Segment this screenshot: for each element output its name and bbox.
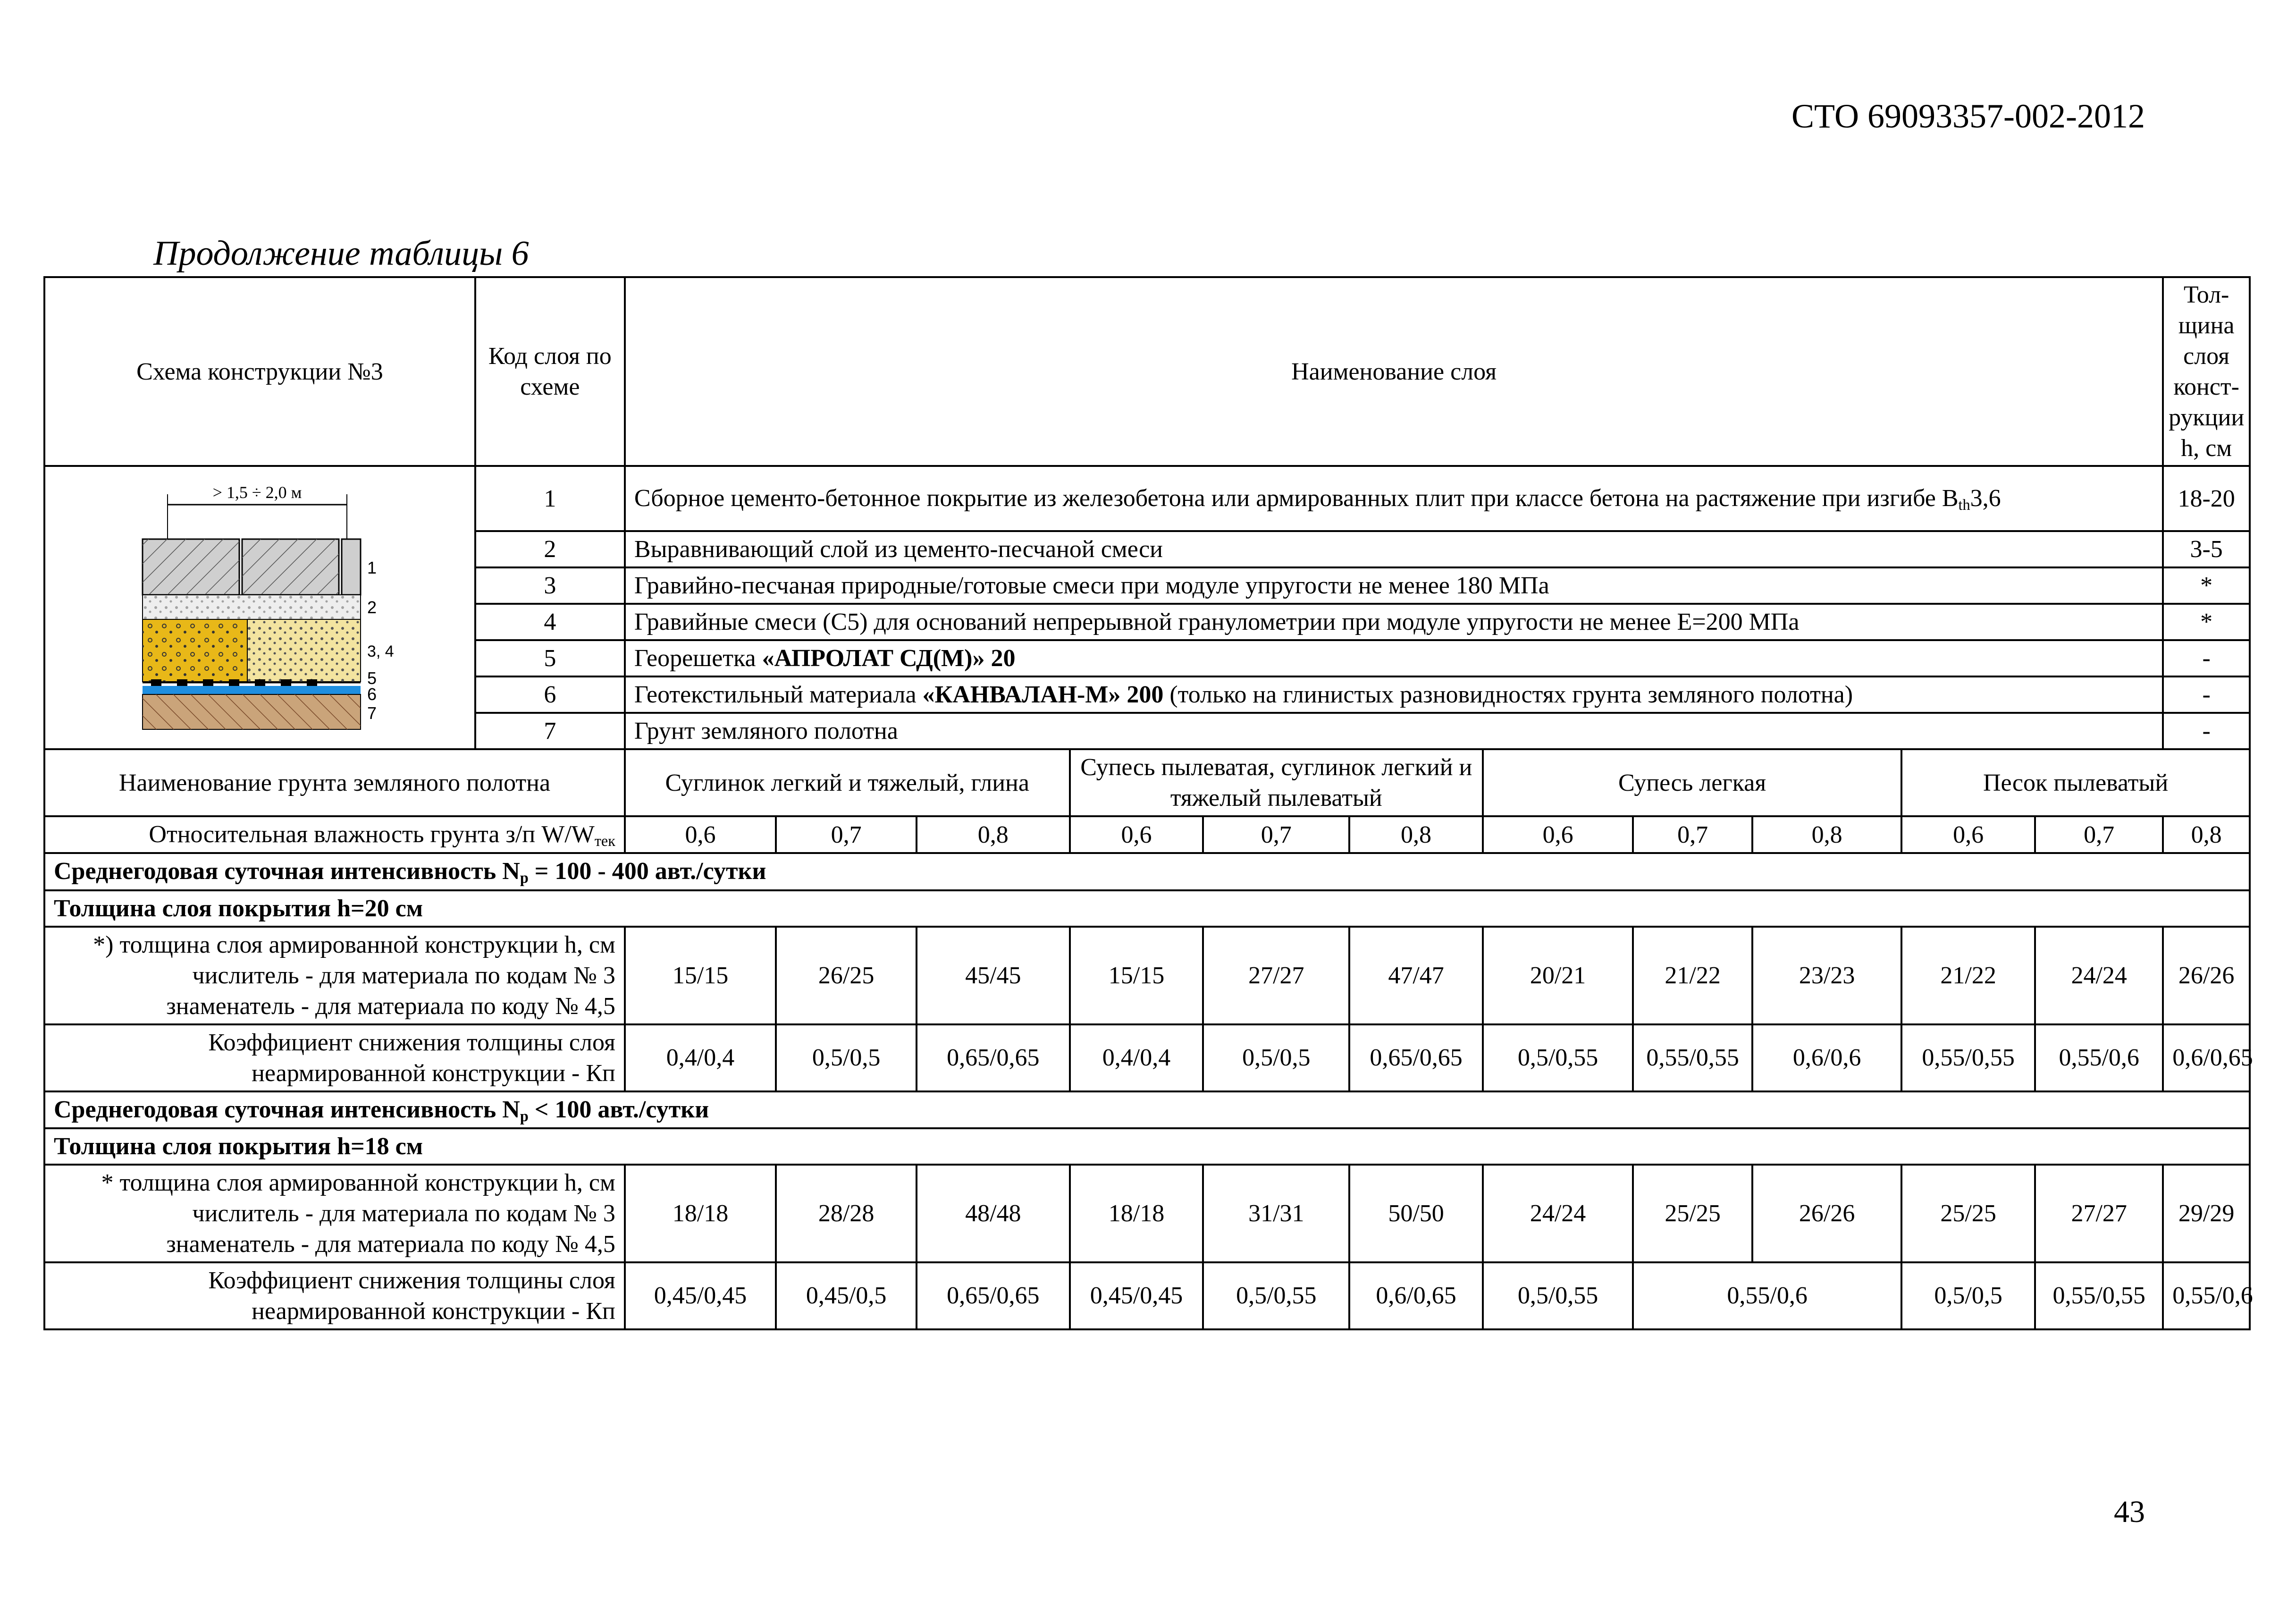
intensity-range: = 100 - 400 авт./сутки [528,858,766,885]
soil-group: Песок пылеватый [1901,749,2250,816]
intensity-row [44,1091,2250,1128]
value-cell: 0,55/0,55 [1901,1024,2035,1091]
reinforced-thickness-row [44,1165,2250,1262]
label-line: Коэффициент снижения толщины слоя [208,1267,615,1294]
intensity-sub: р [520,869,529,887]
scheme-label: 6 [367,685,377,704]
thickness-header-line: конст- [2173,373,2239,400]
layer-name-tail: 3,6 [1970,484,2001,512]
humidity-value: 0,6 [1901,816,2035,853]
layer-name: Выравнивающий слой из цементо-песчаной смеси [625,531,2163,567]
value-cell: 48/48 [917,1165,1070,1262]
value-cell: 20/21 [1483,927,1633,1024]
layer-thickness: 18-20 [2163,466,2250,531]
value-cell: 24/24 [1483,1165,1633,1262]
value-cell: 26/26 [2163,927,2250,1024]
scheme-label: 5 [367,668,377,688]
intensity-heading [44,1091,2250,1128]
coefficient-label [44,1262,625,1329]
thickness-title-row [44,1128,2250,1165]
intensity-sub: р [520,1107,529,1124]
humidity-row [44,816,2250,853]
value-cell: 0,65/0,65 [1349,1024,1483,1091]
thickness-header-line: h, см [2181,435,2232,462]
coefficient-row [44,1024,2250,1091]
value-cell: 15/15 [1070,927,1203,1024]
value-cell: 15/15 [625,927,776,1024]
layer-thickness: - [2163,640,2250,676]
scheme-label: 7 [367,703,377,723]
humidity-value: 0,7 [1203,816,1349,853]
humidity-label [44,816,625,853]
humidity-value: 0,6 [1483,816,1633,853]
dimension-label: > 1,5 ÷ 2,0 м [212,483,302,502]
label-line: *) толщина слоя армированной конструкции h, см [93,931,615,958]
product-name: «АПРОЛАТ СД(М)» 20 [762,645,1016,672]
value-cell: 0,5/0,5 [776,1024,917,1091]
label-line: числитель - для материала по кодам № 3 [192,1200,615,1227]
header-thickness [2163,277,2250,466]
humidity-label-sub: тек [594,832,615,850]
label-line: Коэффициент снижения толщины слоя [208,1029,615,1056]
humidity-value: 0,8 [1752,816,1901,853]
value-cell: 47/47 [1349,927,1483,1024]
value-cell: 0,4/0,4 [625,1024,776,1091]
scheme-label: 1 [367,558,377,577]
coefficient-label [44,1024,625,1091]
value-cell: 0,45/0,45 [1070,1262,1203,1329]
soil-group: Суглинок легкий и тяжелый, глина [625,749,1070,816]
value-cell: 21/22 [1633,927,1752,1024]
value-cell: 21/22 [1901,927,2035,1024]
humidity-label-text: Относительная влажность грунта з/п W/W [149,821,595,848]
value-cell: 0,6/0,65 [1349,1262,1483,1329]
thickness-header-line: щина [2178,312,2235,339]
value-cell: 0,45/0,45 [625,1262,776,1329]
value-cell: 0,65/0,65 [917,1262,1070,1329]
value-cell: 25/25 [1901,1165,2035,1262]
value-cell: 0,55/0,55 [1633,1024,1752,1091]
layer-name-tail: (только на глинистых разновидностях грунта земляного полотна) [1163,681,1853,708]
header-scheme: Схема конструкции №3 [44,277,475,466]
layer-code: 2 [475,531,625,567]
product-name: «КАНВАЛАН-М» 200 [922,681,1164,708]
intensity-range: < 100 авт./сутки [528,1096,709,1123]
value-cell: 25/25 [1633,1165,1752,1262]
layer-code: 5 [475,640,625,676]
intensity-text: Среднегодовая суточная интенсивность N [54,858,520,885]
layer-name: Гравийно-песчаная природные/готовые смеси при модуле упругости не менее 180 МПа [625,567,2163,604]
intensity-row [44,853,2250,890]
layer-code: 1 [475,466,625,531]
layer-thickness: * [2163,604,2250,640]
layer-name-text: Геотекстильный материала [634,681,923,708]
value-cell: 0,5/0,55 [1483,1024,1633,1091]
value-cell: 0,5/0,55 [1203,1262,1349,1329]
reinforced-thickness-label [44,1165,625,1262]
value-cell: 24/24 [2035,927,2163,1024]
coefficient-row [44,1262,2250,1329]
header-code: Код слоя по схеме [475,277,625,466]
layer-code: 6 [475,676,625,713]
value-cell: 26/26 [1752,1165,1901,1262]
reinforced-thickness-row [44,927,2250,1024]
layer-name-text: Сборное цементо-бетонное покрытие из железобетона или армированных плит при классе бетона на растяжение при изгибе B [634,484,1959,512]
humidity-value: 0,7 [1633,816,1752,853]
label-line: неармированной конструкции - Кп [252,1059,615,1087]
value-cell: 18/18 [1070,1165,1203,1262]
thickness-heading: Толщина слоя покрытия h=20 см [44,890,2250,927]
value-cell: 0,5/0,5 [1901,1262,2035,1329]
value-cell: 18/18 [625,1165,776,1262]
value-cell: 0,55/0,6 [2035,1024,2163,1091]
label-line: неармированной конструкции - Кп [252,1297,615,1325]
layer-name [625,676,2163,713]
scheme-label: 3, 4 [367,642,395,660]
humidity-value: 0,6 [625,816,776,853]
value-cell: 26/25 [776,927,917,1024]
table-header-row [44,277,2250,466]
humidity-value: 0,8 [1349,816,1483,853]
layer-thickness: - [2163,676,2250,713]
thickness-heading: Толщина слоя покрытия h=18 см [44,1128,2250,1165]
layer-name: Грунт земляного полотна [625,713,2163,749]
value-cell: 0,6/0,6 [1752,1024,1901,1091]
value-cell: 50/50 [1349,1165,1483,1262]
value-cell: 0,45/0,5 [776,1262,917,1329]
header-layer-name: Наименование слоя [625,277,2163,466]
soil-group: Супесь пылеватая, суглинок легкий и тяжелый пылеватый [1070,749,1483,816]
soil-group: Супесь легкая [1483,749,1901,816]
value-cell: 27/27 [2035,1165,2163,1262]
layer-name: Гравийные смеси (С5) для оснований непрерывной гранулометрии при модуле упругости не менее Е=200 МПа [625,604,2163,640]
humidity-value: 0,6 [1070,816,1203,853]
humidity-value: 0,7 [2035,816,2163,853]
value-cell: 0,5/0,5 [1203,1024,1349,1091]
layer-code: 4 [475,604,625,640]
table-caption: Продолжение таблицы 6 [153,234,529,273]
layer-name-sub: th [1958,496,1970,513]
soil-name-label: Наименование грунта земляного полотна [44,749,625,816]
value-cell: 0,65/0,65 [917,1024,1070,1091]
layer-thickness: - [2163,713,2250,749]
document-code: СТО 69093357-002-2012 [1791,97,2145,135]
construction-table [43,276,2251,1330]
intensity-heading [44,853,2250,890]
label-line: знаменатель - для материала по коду № 4,5 [166,1230,615,1258]
label-line: числитель - для материала по кодам № 3 [192,962,615,989]
value-cell: 0,4/0,4 [1070,1024,1203,1091]
humidity-value: 0,8 [917,816,1070,853]
layer-thickness: 3-5 [2163,531,2250,567]
thickness-header-line: слоя [2183,343,2230,370]
reinforced-thickness-label [44,927,625,1024]
humidity-value: 0,7 [776,816,917,853]
thickness-title-row [44,890,2250,927]
value-cell: 0,5/0,55 [1483,1262,1633,1329]
value-cell: 0,6/0,65 [2163,1024,2250,1091]
scheme-label: 2 [367,598,377,617]
value-cell: 23/23 [1752,927,1901,1024]
value-cell: 27/27 [1203,927,1349,1024]
scheme-diagram [132,480,395,735]
thickness-header-line: Тол- [2183,281,2229,308]
layer-code: 3 [475,567,625,604]
value-cell: 31/31 [1203,1165,1349,1262]
value-cell: 28/28 [776,1165,917,1262]
value-cell: 29/29 [2163,1165,2250,1262]
humidity-value: 0,8 [2163,816,2250,853]
intensity-text: Среднегодовая суточная интенсивность N [54,1096,520,1123]
construction-scheme [44,466,475,749]
value-cell: 0,55/0,55 [2035,1262,2163,1329]
value-cell-merged: 0,55/0,6 [1633,1262,1901,1329]
layer-row [44,466,2250,531]
layer-code: 7 [475,713,625,749]
page-number: 43 [2114,1495,2145,1529]
layer-name-text: Георешетка [634,645,762,672]
value-cell: 0,55/0,6 [2163,1262,2250,1329]
thickness-header-line: рукции [2169,404,2245,431]
layer-name [625,466,2163,531]
soil-groups-row [44,749,2250,816]
geotextile [143,686,361,694]
layer-thickness: * [2163,567,2250,604]
value-cell: 45/45 [917,927,1070,1024]
label-line: знаменатель - для материала по коду № 4,5 [166,992,615,1020]
layer-name [625,640,2163,676]
label-line: * толщина слоя армированной конструкции h, см [101,1169,615,1196]
